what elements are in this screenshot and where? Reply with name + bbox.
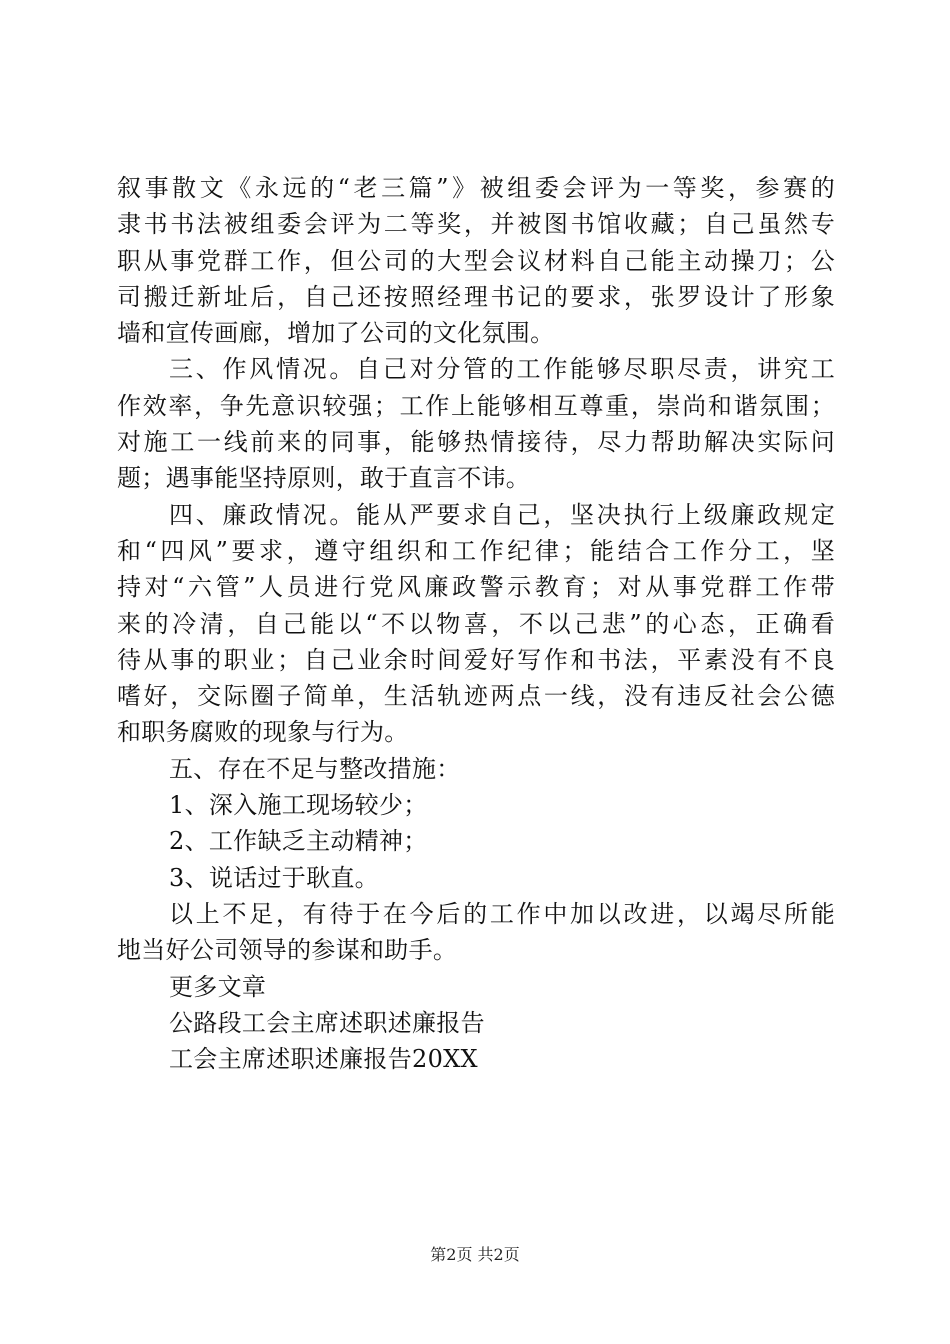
- paragraph-line: 题；遇事能坚持原则，敢于直言不讳。: [117, 464, 531, 493]
- paragraph-line: 职从事党群工作，但公司的大型会议材料自己能主动操刀；公: [117, 246, 835, 275]
- paragraph-line: 对施工一线前来的同事，能够热情接待，尽力帮助解决实际问: [117, 428, 835, 457]
- paragraph-line: 来的冷清，自己能以“不以物喜，不以己悲”的心态，正确看: [117, 609, 835, 638]
- paragraph-line: 以上不足，有待于在今后的工作中加以改进，以竭尽所能: [169, 899, 835, 928]
- paragraph-line: 作效率，争先意识较强；工作上能够相互尊重，崇尚和谐氛围；: [117, 391, 835, 420]
- paragraph-line: 和“四风”要求，遵守组织和工作纪律；能结合工作分工，坚: [117, 536, 835, 565]
- paragraph-line: 地当好公司领导的参谋和助手。: [117, 936, 458, 965]
- related-article-link[interactable]: 工会主席述职述廉报告20XX: [169, 1045, 478, 1074]
- related-article-link[interactable]: 公路段工会主席述职述廉报告: [169, 1008, 485, 1037]
- paragraph-line: 叙事散文《永远的“老三篇”》被组委会评为一等奖，参赛的: [117, 174, 835, 202]
- paragraph-line: 墙和宣传画廊，增加了公司的文化氛围。: [117, 319, 555, 348]
- paragraph-line: 司搬迁新址后，自己还按照经理书记的要求，张罗设计了形象: [117, 282, 835, 311]
- list-item: 3、说话过于耿直。: [169, 863, 379, 892]
- list-item: 2、工作缺乏主动精神；: [169, 827, 428, 856]
- paragraph-line: 持对“六管”人员进行党风廉政警示教育；对从事党群工作带: [117, 573, 835, 602]
- paragraph-line: 待从事的职业；自己业余时间爱好写作和书法，平素没有不良: [117, 645, 835, 674]
- document-body: [117, 170, 835, 1077]
- section-heading-line: 五、存在不足与整改措施：: [169, 754, 461, 783]
- list-item: 1、深入施工现场较少；: [169, 791, 428, 820]
- section-heading-line: 三、作风情况。自己对分管的工作能够尽职尽责，讲究工: [169, 355, 835, 384]
- section-heading-line: 四、廉政情况。能从严要求自己，坚决执行上级廉政规定: [169, 500, 835, 529]
- paragraph-line: 嗜好，交际圈子简单，生活轨迹两点一线，没有违反社会公德: [117, 682, 835, 711]
- page-number-footer: 第2页 共2页: [430, 1245, 520, 1264]
- paragraph-line: 和职务腐败的现象与行为。: [117, 718, 409, 747]
- paragraph-line: 隶书书法被组委会评为二等奖，并被图书馆收藏；自己虽然专: [117, 210, 835, 239]
- more-articles-heading: 更多文章: [169, 972, 267, 1001]
